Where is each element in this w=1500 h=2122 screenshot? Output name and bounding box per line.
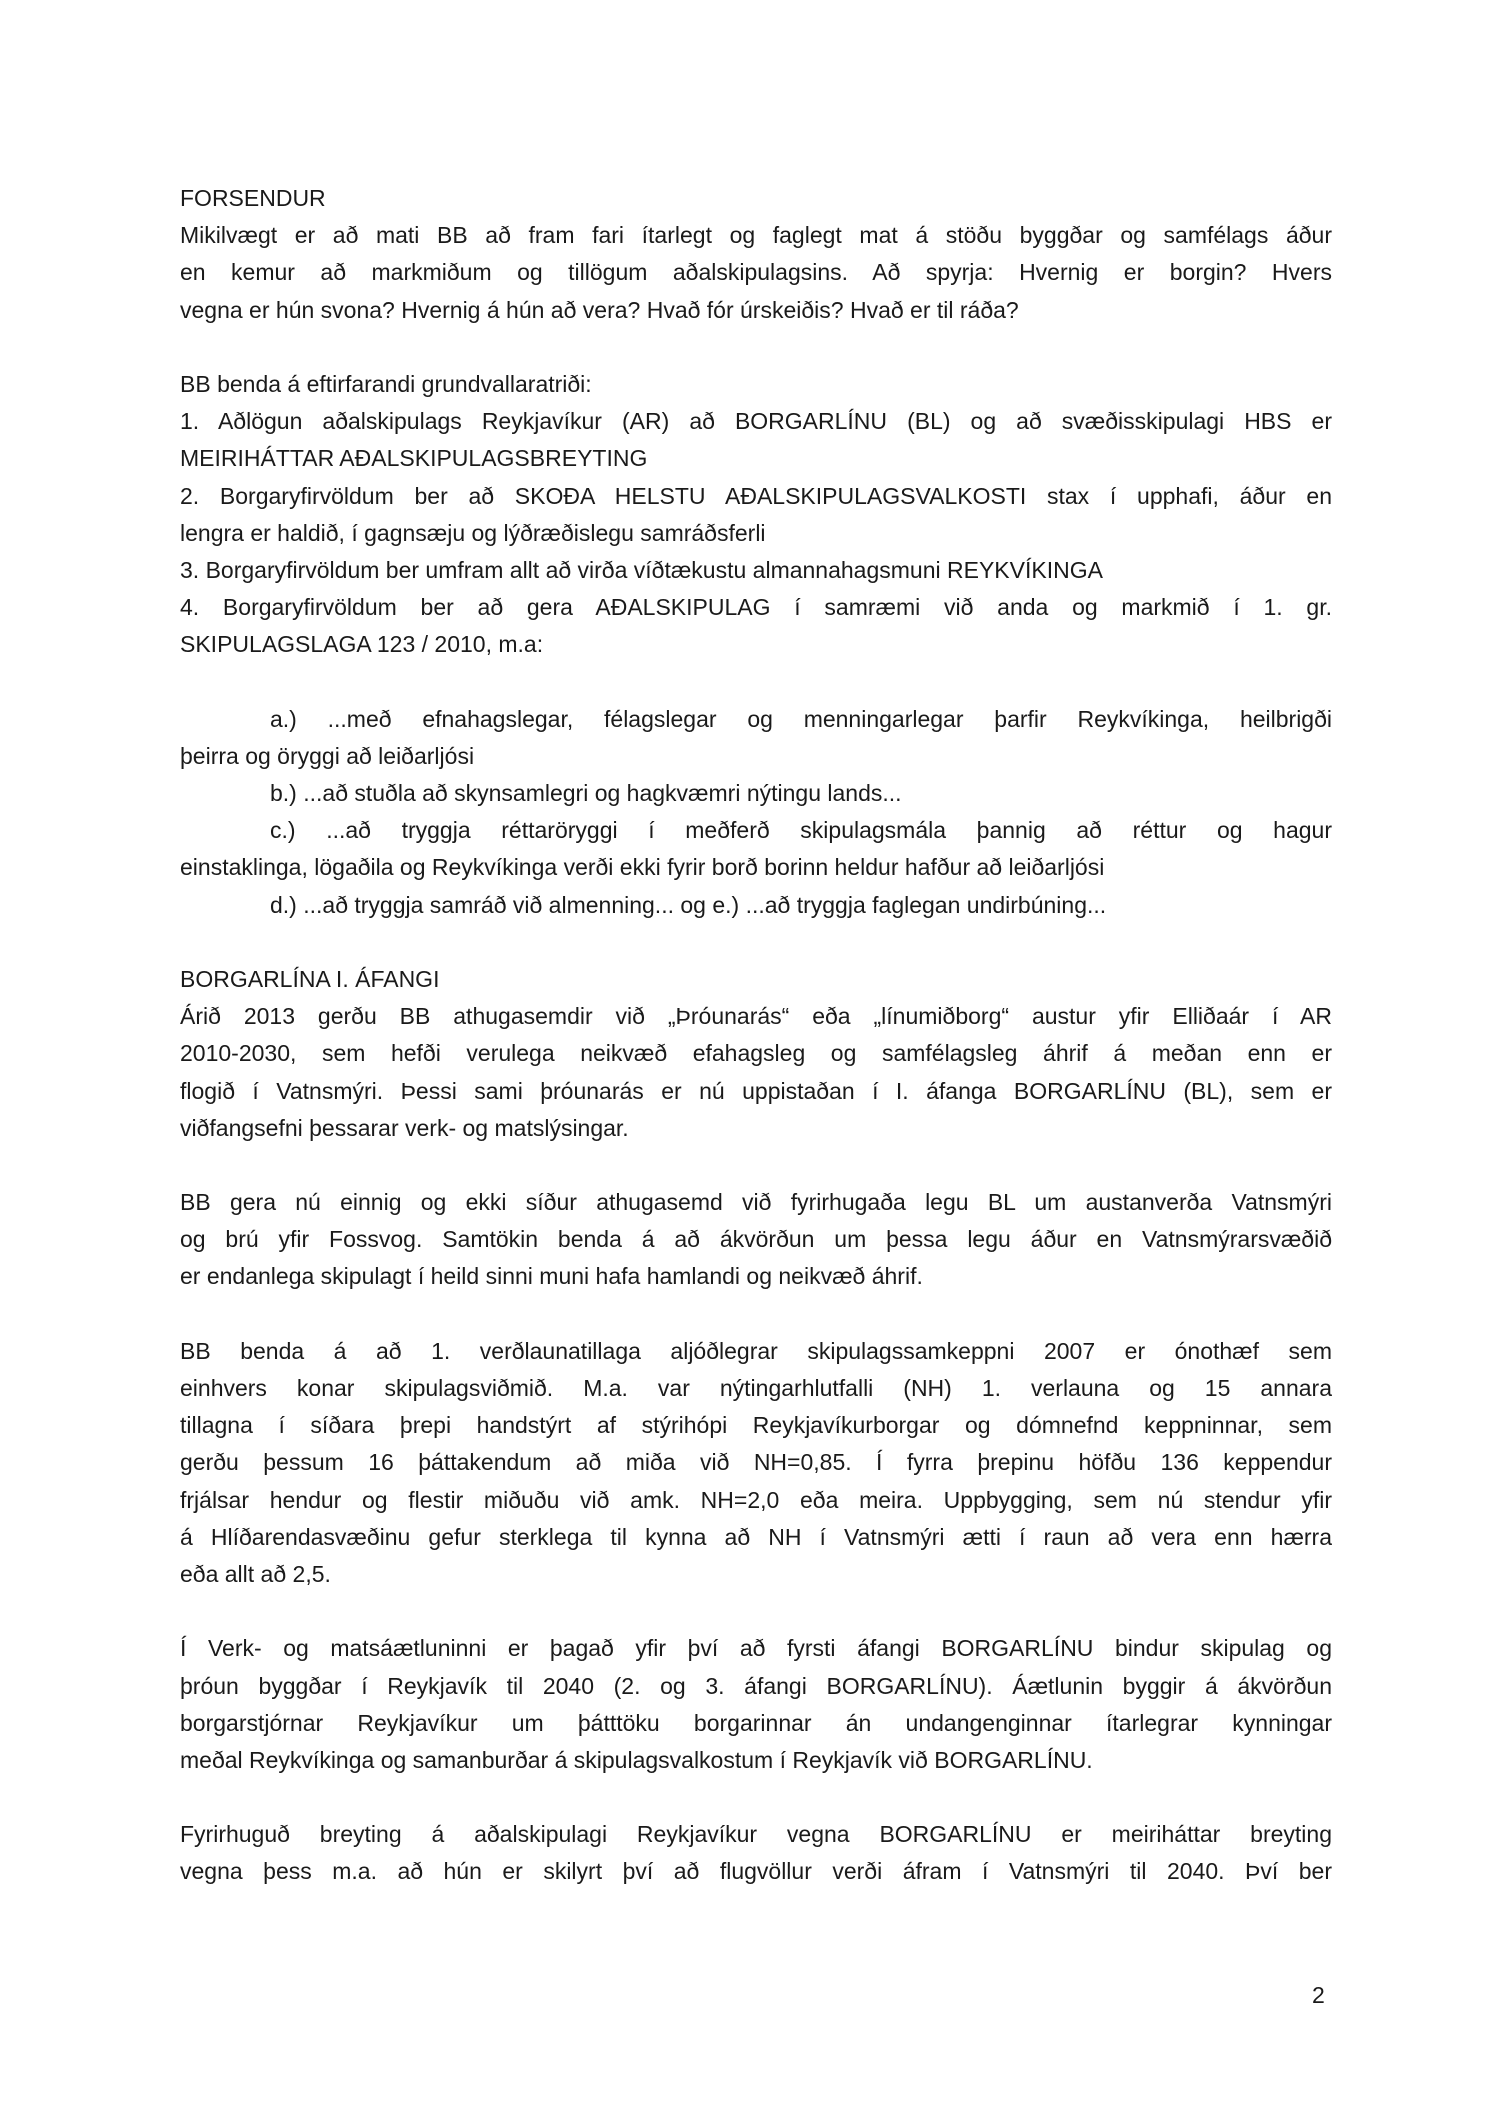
paragraph xyxy=(180,701,1332,924)
text-line: og brú yfir Fossvog. Samtökin benda á að ákvörðun um þessa legu áður en Vatnsmýrarsvæðið xyxy=(180,1226,1332,1253)
paragraph xyxy=(180,1184,1332,1296)
paragraph-gap xyxy=(180,663,1332,700)
text-line: frjálsar hendur og flestir miðuðu við amk. NH=2,0 eða meira. Uppbygging, sem nú stendur yfir xyxy=(180,1486,1332,1513)
paragraph-gap xyxy=(180,1593,1332,1630)
document-body xyxy=(180,180,1332,1891)
text-line: d.) ...að tryggja samráð við almenning... og e.) ...að tryggja faglegan undirbúning... xyxy=(270,891,1107,918)
paragraph xyxy=(180,1630,1332,1779)
text-line: FORSENDUR xyxy=(180,185,326,211)
text-line: c.) ...að tryggja réttaröryggi í meðferð skipulagsmála þannig að réttur og hagur xyxy=(270,817,1332,844)
text-line: MEIRIHÁTTAR AÐALSKIPULAGSBREYTING xyxy=(180,445,648,472)
text-line: Árið 2013 gerðu BB athugasemdir við „Þróunarás“ eða „línumiðborg“ austur yfir Elliðaár í AR xyxy=(180,1003,1332,1030)
text-line: Fyrirhuguð breyting á aðalskipulagi Reykjavíkur vegna BORGARLÍNU er meiriháttar breyting xyxy=(180,1821,1332,1848)
text-line: gerðu þessum 16 þáttakendum að miða við NH=0,85. Í fyrra þrepinu höfðu 136 keppendur xyxy=(180,1449,1332,1476)
text-line: á Hlíðarendasvæðinu gefur sterklega til kynna að NH í Vatnsmýri ætti í raun að vera enn hærra xyxy=(180,1523,1332,1550)
paragraph-gap xyxy=(180,329,1332,366)
paragraph-gap xyxy=(180,1296,1332,1333)
text-line: BB benda á að 1. verðlaunatillaga aljóðlegrar skipulagssamkeppni 2007 er ónothæf sem xyxy=(180,1337,1332,1364)
text-line: BORGARLÍNA I. ÁFANGI xyxy=(180,965,440,992)
text-line: 1. Aðlögun aðalskipulags Reykjavíkur (AR) að BORGARLÍNU (BL) og að svæðisskipulagi HBS er xyxy=(180,408,1332,435)
text-line: þróun byggðar í Reykjavík til 2040 (2. og 3. áfangi BORGARLÍNU). Áætlunin byggir á ákvörðun xyxy=(180,1672,1332,1699)
text-line: einhvers konar skipulagsviðmið. M.a. var nýtingarhlutfalli (NH) 1. verlauna og 15 annara xyxy=(180,1375,1332,1401)
text-line: tillagna í síðara þrepi handstýrt af stýrihópi Reykjavíkurborgar og dómnefnd keppninnar, sem xyxy=(180,1412,1332,1439)
text-line: 3. Borgaryfirvöldum ber umfram allt að virða víðtækustu almannahagsmuni REYKVÍKINGA xyxy=(180,556,1103,583)
text-line: 2. Borgaryfirvöldum ber að SKOÐA HELSTU AÐALSKIPULAGSVALKOSTI stax í upphafi, áður en xyxy=(180,482,1332,509)
text-line: flogið í Vatnsmýri. Þessi sami þróunarás er nú uppistaðan í I. áfanga BORGARLÍNU (BL), sem er xyxy=(180,1077,1332,1104)
text-line: vegna er hún svona? Hvernig á hún að vera? Hvað fór úrskeiðis? Hvað er til ráða? xyxy=(180,296,1019,323)
paragraph xyxy=(180,1816,1332,1890)
text-line: einstaklinga, lögaðila og Reykvíkinga verði ekki fyrir borð borinn heldur hafður að leiðarljósi xyxy=(180,854,1105,881)
text-line: SKIPULAGSLAGA 123 / 2010, m.a: xyxy=(180,631,544,658)
paragraph xyxy=(180,961,1332,1147)
text-line: b.) ...að stuðla að skynsamlegri og hagkvæmri nýtingu lands... xyxy=(270,780,902,806)
text-line: er endanlega skipulagt í heild sinni muni hafa hamlandi og neikvæð áhrif. xyxy=(180,1263,923,1290)
paragraph-gap xyxy=(180,1779,1332,1816)
text-line: BB gera nú einnig og ekki síður athugasemd við fyrirhugaða legu BL um austanverða Vatnsmýri xyxy=(180,1189,1332,1216)
text-line: a.) ...með efnahagslegar, félagslegar og menningarlegar þarfir Reykvíkinga, heilbrigði xyxy=(270,705,1332,732)
text-line: borgarstjórnar Reykjavíkur um þátttöku borgarinnar án undangenginnar ítarlegrar kynningar xyxy=(180,1709,1332,1736)
text-line: eða allt að 2,5. xyxy=(180,1560,331,1587)
paragraph xyxy=(180,1333,1332,1593)
text-line: meðal Reykvíkinga og samanburðar á skipulagsvalkostum í Reykjavík við BORGARLÍNU. xyxy=(180,1746,1093,1773)
paragraph-gap xyxy=(180,924,1332,961)
text-line: 2010-2030, sem hefði verulega neikvæð efahagsleg og samfélagsleg áhrif á meðan enn er xyxy=(180,1040,1332,1067)
text-line: lengra er haldið, í gagnsæju og lýðræðislegu samráðsferli xyxy=(180,519,766,546)
text-line: viðfangsefni þessarar verk- og matslýsingar. xyxy=(180,1114,629,1141)
paragraph-gap xyxy=(180,1147,1332,1184)
text-line: en kemur að markmiðum og tillögum aðalskipulagsins. Að spyrja: Hvernig er borgin? Hvers xyxy=(180,259,1332,286)
text-line: vegna þess m.a. að hún er skilyrt því að flugvöllur verði áfram í Vatnsmýri til 2040. Því ber xyxy=(180,1858,1332,1885)
text-line: 4. Borgaryfirvöldum ber að gera AÐALSKIPULAG í samræmi við anda og markmið í 1. gr. xyxy=(180,594,1332,621)
paragraph xyxy=(180,180,1332,329)
paragraph xyxy=(180,366,1332,664)
text-line: Mikilvægt er að mati BB að fram fari ítarlegt og faglegt mat á stöðu byggðar og samfélags áður xyxy=(180,222,1332,249)
text-line: þeirra og öryggi að leiðarljósi xyxy=(180,742,475,769)
page-number: 2 xyxy=(1312,1982,1325,2008)
text-line: Í Verk- og matsáætluninni er þagað yfir því að fyrsti áfangi BORGARLÍNU bindur skipulag og xyxy=(180,1635,1332,1662)
text-line: BB benda á eftirfarandi grundvallaratriði: xyxy=(180,370,592,397)
